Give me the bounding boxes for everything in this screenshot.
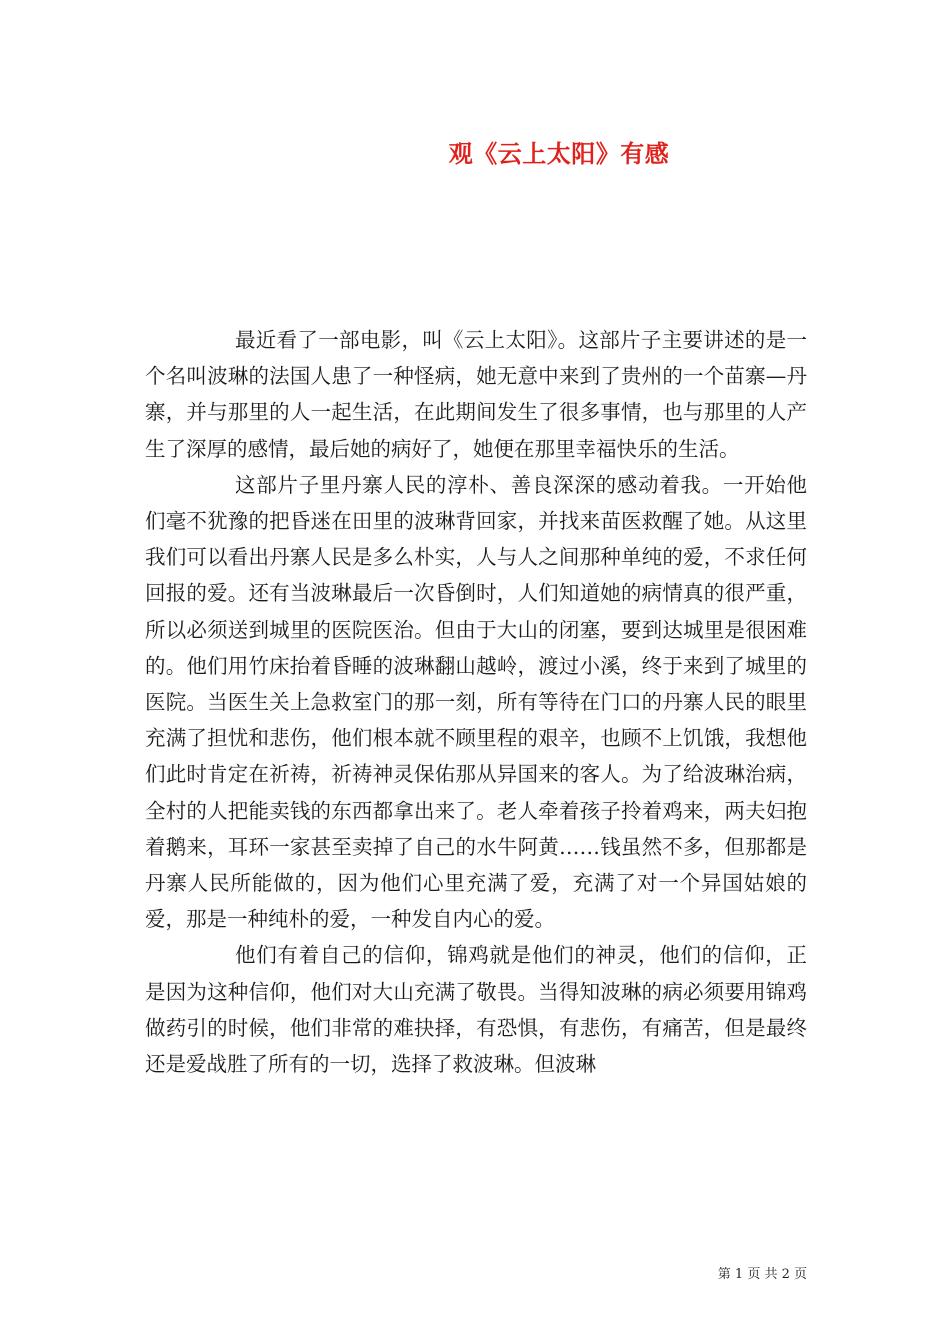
paragraph-1: 最近看了一部电影，叫《云上太阳》。这部片子主要讲述的是一个名叫波琳的法国人患了一种怪病，她无意中来到了贵州的一个苗寨—丹寨，并与那里的人一起生活，在此期间发生了很多事情，也与那里的人产生了深厚的感情，最后她的病好了，她便在那里幸福快乐的生活。: [145, 328, 807, 461]
document-title: 观《云上太阳》有感: [448, 139, 670, 168]
paragraph-3: 他们有着自己的信仰，锦鸡就是他们的神灵，他们的信仰，正是因为这种信仰，他们对大山充满了敬畏。当得知波琳的病必须要用锦鸡做药引的时候，他们非常的难抉择，有恐惧，有悲伤，有痛苦，但是最终还是爱战胜了所有的一切，选择了救波琳。但波琳: [145, 943, 807, 1077]
document-body: [145, 322, 807, 1082]
page-number: 第 1 页 共 2 页: [717, 1267, 807, 1282]
paragraph-2: 这部片子里丹寨人民的淳朴、善良深深的感动着我。一开始他们毫不犹豫的把昏迷在田里的波琳背回家，并找来苗医救醒了她。从这里我们可以看出丹寨人民是多么朴实，人与人之间那种单纯的爱，不求任何回报的爱。还有当波琳最后一次昏倒时，人们知道她的病情真的很严重，所以必须送到城里的医院医治。但由于大山的闭塞，要到达城里是很困难的。他们用竹床抬着昏睡的波琳翻山越岭，渡过小溪，终于来到了城里的医院。当医生关上急救室门的那一刻，所有等待在门口的丹寨人民的眼里充满了担忧和悲伤，他们根本就不顾里程的艰辛，也顾不上饥饿，我想他们此时肯定在祈祷，祈祷神灵保佑那从异国来的客人。为了给波琳治病，全村的人把能卖钱的东西都拿出来了。老人牵着孩子拎着鸡来，两夫妇抱着鹅来，耳环一家甚至卖掉了自己的水牛阿黄……钱虽然不多，但那都是丹寨人民所能做的，因为他们心里充满了爱，充满了对一个异国姑娘的爱，那是一种纯朴的爱，一种发自内心的爱。: [145, 472, 807, 932]
